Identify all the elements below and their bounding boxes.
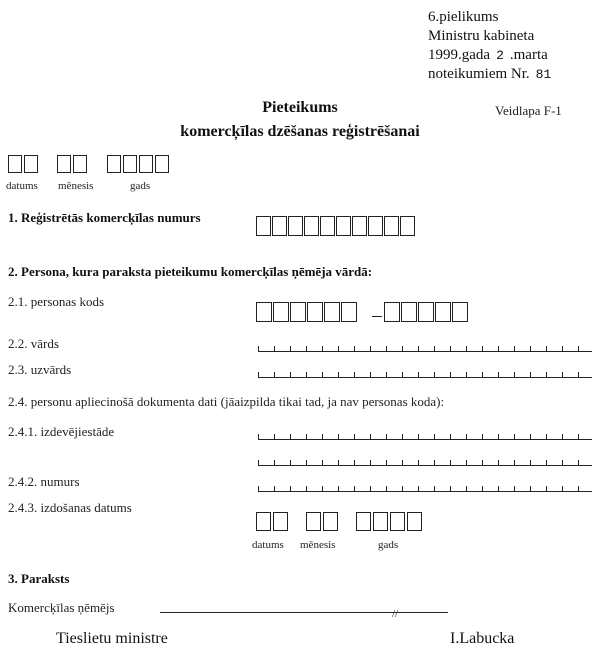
issue-day-digit-2[interactable] bbox=[273, 512, 288, 531]
issue-month-digit-1[interactable] bbox=[306, 512, 321, 531]
form-subtitle: komercķīlas dzēšanas reģistrēšanai bbox=[180, 123, 420, 140]
date-year-digit-3[interactable] bbox=[139, 155, 153, 173]
cell-tick bbox=[466, 434, 467, 439]
date-month-digit-1[interactable] bbox=[57, 155, 71, 173]
cell-tick bbox=[578, 486, 579, 491]
cell-tick bbox=[418, 434, 419, 439]
issuing-authority-label: 2.4.1. izdevējiestāde bbox=[8, 424, 115, 439]
issue-day-digit-1[interactable] bbox=[256, 512, 271, 531]
ministry-label: Ministru kabineta bbox=[428, 28, 535, 44]
cell-tick bbox=[370, 346, 371, 351]
registration-number-digit-1[interactable] bbox=[256, 216, 271, 236]
cell-tick bbox=[434, 372, 435, 377]
cell-tick bbox=[274, 434, 275, 439]
cell-tick bbox=[306, 486, 307, 491]
cell-tick bbox=[322, 346, 323, 351]
cell-tick bbox=[322, 434, 323, 439]
cell-tick bbox=[386, 460, 387, 465]
cell-tick bbox=[370, 486, 371, 491]
cell-tick bbox=[578, 460, 579, 465]
first-name-label: 2.2. vārds bbox=[8, 336, 59, 351]
cell-tick bbox=[402, 486, 403, 491]
issuing-authority-field-2[interactable] bbox=[258, 452, 592, 466]
cell-tick bbox=[338, 486, 339, 491]
cell-tick bbox=[370, 460, 371, 465]
cell-tick bbox=[546, 434, 547, 439]
cell-tick bbox=[338, 434, 339, 439]
cell-tick bbox=[578, 346, 579, 351]
cell-tick bbox=[562, 460, 563, 465]
registration-number-digit-4[interactable] bbox=[304, 216, 319, 236]
appendix-number: 6.pielikums bbox=[428, 9, 499, 25]
cell-tick bbox=[274, 346, 275, 351]
cell-tick bbox=[450, 434, 451, 439]
cell-tick bbox=[386, 346, 387, 351]
cell-tick bbox=[386, 434, 387, 439]
cell-tick bbox=[354, 460, 355, 465]
cell-tick bbox=[546, 460, 547, 465]
issue-month-label: mēnesis bbox=[300, 539, 336, 551]
year-label: 1999.gada bbox=[428, 47, 491, 63]
registration-number-digit-10[interactable] bbox=[400, 216, 415, 236]
cell-tick bbox=[434, 486, 435, 491]
cell-tick bbox=[562, 372, 563, 377]
regulation-prefix: noteikumiem Nr. bbox=[428, 66, 530, 82]
cell-tick bbox=[482, 460, 483, 465]
cell-tick bbox=[546, 486, 547, 491]
cell-tick bbox=[386, 486, 387, 491]
cell-tick bbox=[514, 346, 515, 351]
cell-tick bbox=[354, 434, 355, 439]
cell-tick bbox=[290, 434, 291, 439]
date-month-label: mēnesis bbox=[58, 180, 94, 192]
day-value: 2 bbox=[496, 48, 504, 63]
date-day-digit-2[interactable] bbox=[24, 155, 38, 173]
document-number-label: 2.4.2. numurs bbox=[8, 474, 80, 489]
regulation-number-value: 81 bbox=[535, 67, 552, 82]
personal-code-label: 2.1. personas kods bbox=[8, 294, 105, 309]
cell-tick bbox=[370, 372, 371, 377]
cell-tick bbox=[498, 460, 499, 465]
cell-tick bbox=[418, 460, 419, 465]
cell-tick bbox=[354, 346, 355, 351]
cell-tick bbox=[402, 372, 403, 377]
cell-tick bbox=[418, 486, 419, 491]
last-name-field[interactable] bbox=[258, 364, 592, 378]
cell-tick bbox=[274, 460, 275, 465]
registration-number-digit-2[interactable] bbox=[272, 216, 287, 236]
section-1-heading: 1. Reģistrētās komercķīlas numurs bbox=[8, 210, 201, 225]
issue-year-digit-1[interactable] bbox=[356, 512, 371, 531]
issue-day-label: datums bbox=[252, 539, 284, 551]
cell-tick bbox=[562, 346, 563, 351]
cell-tick bbox=[322, 460, 323, 465]
cell-tick bbox=[290, 372, 291, 377]
cell-tick bbox=[466, 486, 467, 491]
personal-code-digit-1[interactable] bbox=[256, 302, 272, 322]
cell-tick bbox=[498, 486, 499, 491]
cell-tick bbox=[434, 460, 435, 465]
cell-tick bbox=[482, 372, 483, 377]
signature-line-marker: // bbox=[392, 608, 399, 620]
cell-tick bbox=[258, 434, 259, 439]
cell-tick bbox=[498, 346, 499, 351]
cell-tick bbox=[322, 486, 323, 491]
registration-number-digit-3[interactable] bbox=[288, 216, 303, 236]
cell-tick bbox=[338, 460, 339, 465]
registration-number-digit-7[interactable] bbox=[352, 216, 367, 236]
cell-tick bbox=[450, 460, 451, 465]
form-code: Veidlapa F-1 bbox=[495, 103, 562, 118]
cell-tick bbox=[514, 486, 515, 491]
cell-tick bbox=[306, 346, 307, 351]
cell-tick bbox=[530, 460, 531, 465]
date-year-digit-4[interactable] bbox=[155, 155, 169, 173]
cell-tick bbox=[290, 346, 291, 351]
personal-code-digit-6[interactable] bbox=[341, 302, 357, 322]
signature-line[interactable] bbox=[160, 612, 448, 613]
cell-tick bbox=[482, 346, 483, 351]
personal-code-digit-2[interactable] bbox=[273, 302, 289, 322]
footer-minister-title: Tieslietu ministre bbox=[56, 630, 168, 647]
cell-tick bbox=[530, 486, 531, 491]
regulation-date bbox=[428, 46, 548, 65]
personal-code-digit-5[interactable] bbox=[324, 302, 340, 322]
cell-tick bbox=[258, 372, 259, 377]
date-month-digit-2[interactable] bbox=[73, 155, 87, 173]
personal-code-suffix-digit-4[interactable] bbox=[435, 302, 451, 322]
cell-tick bbox=[434, 346, 435, 351]
cell-tick bbox=[354, 486, 355, 491]
section-2-heading: 2. Persona, kura paraksta pieteikumu komercķīlas ņēmēja vārdā: bbox=[8, 264, 373, 279]
cell-tick bbox=[514, 372, 515, 377]
cell-tick bbox=[562, 434, 563, 439]
cell-tick bbox=[258, 346, 259, 351]
cell-tick bbox=[546, 346, 547, 351]
cell-tick bbox=[290, 486, 291, 491]
cell-tick bbox=[258, 486, 259, 491]
personal-code-suffix-digit-1[interactable] bbox=[384, 302, 400, 322]
section-3-heading: 3. Paraksts bbox=[8, 571, 70, 586]
issue-date-label: 2.4.3. izdošanas datums bbox=[8, 500, 132, 515]
last-name-label: 2.3. uzvārds bbox=[8, 362, 72, 377]
date-day-label: datums bbox=[6, 180, 38, 192]
cell-tick bbox=[450, 486, 451, 491]
personal-code-suffix-digit-2[interactable] bbox=[401, 302, 417, 322]
cell-tick bbox=[546, 372, 547, 377]
cell-tick bbox=[562, 486, 563, 491]
date-year-digit-2[interactable] bbox=[123, 155, 137, 173]
cell-tick bbox=[322, 372, 323, 377]
cell-tick bbox=[386, 372, 387, 377]
cell-tick bbox=[306, 372, 307, 377]
cell-tick bbox=[306, 460, 307, 465]
cell-tick bbox=[338, 372, 339, 377]
cell-tick bbox=[258, 460, 259, 465]
date-year-digit-1[interactable] bbox=[107, 155, 121, 173]
date-year-label: gads bbox=[130, 180, 151, 192]
cell-tick bbox=[530, 434, 531, 439]
issue-year-digit-4[interactable] bbox=[407, 512, 422, 531]
cell-tick bbox=[354, 372, 355, 377]
personal-code-digit-4[interactable] bbox=[307, 302, 323, 322]
cell-tick bbox=[530, 372, 531, 377]
issue-year-label: gads bbox=[378, 539, 399, 551]
regulation-number bbox=[428, 65, 557, 84]
month-label: .marta bbox=[509, 47, 548, 63]
cell-tick bbox=[482, 486, 483, 491]
document-number-field[interactable] bbox=[258, 478, 592, 492]
cell-tick bbox=[402, 434, 403, 439]
registration-number-digit-6[interactable] bbox=[336, 216, 351, 236]
registration-number-digit-8[interactable] bbox=[368, 216, 383, 236]
cell-tick bbox=[274, 486, 275, 491]
cell-tick bbox=[450, 372, 451, 377]
personal-code-suffix-digit-5[interactable] bbox=[452, 302, 468, 322]
first-name-field[interactable] bbox=[258, 338, 592, 352]
issue-year-digit-3[interactable] bbox=[390, 512, 405, 531]
cell-tick bbox=[530, 346, 531, 351]
personal-code-suffix-digit-3[interactable] bbox=[418, 302, 434, 322]
cell-tick bbox=[466, 372, 467, 377]
cell-tick bbox=[578, 372, 579, 377]
cell-tick bbox=[498, 372, 499, 377]
cell-tick bbox=[338, 346, 339, 351]
cell-tick bbox=[466, 460, 467, 465]
registration-number-digit-9[interactable] bbox=[384, 216, 399, 236]
cell-tick bbox=[466, 346, 467, 351]
personal-code-digit-3[interactable] bbox=[290, 302, 306, 322]
personal-code-dash bbox=[372, 316, 382, 317]
cell-tick bbox=[434, 434, 435, 439]
cell-tick bbox=[274, 372, 275, 377]
date-day-digit-1[interactable] bbox=[8, 155, 22, 173]
issue-year-digit-2[interactable] bbox=[373, 512, 388, 531]
cell-tick bbox=[450, 346, 451, 351]
cell-tick bbox=[418, 372, 419, 377]
cell-tick bbox=[370, 434, 371, 439]
issue-month-digit-2[interactable] bbox=[323, 512, 338, 531]
registration-number-digit-5[interactable] bbox=[320, 216, 335, 236]
cell-tick bbox=[306, 434, 307, 439]
cell-tick bbox=[498, 434, 499, 439]
cell-tick bbox=[418, 346, 419, 351]
issuing-authority-field-1[interactable] bbox=[258, 426, 592, 440]
cell-tick bbox=[402, 460, 403, 465]
footer-minister-name: I.Labucka bbox=[450, 630, 515, 647]
cell-tick bbox=[514, 460, 515, 465]
cell-tick bbox=[514, 434, 515, 439]
form-title: Pieteikums bbox=[262, 99, 338, 116]
document-data-label: 2.4. personu apliecinošā dokumenta dati (jāaizpilda tikai tad, ja nav personas koda): bbox=[8, 394, 445, 409]
signature-label: Komercķīlas ņēmējs bbox=[8, 600, 115, 615]
cell-tick bbox=[578, 434, 579, 439]
cell-tick bbox=[482, 434, 483, 439]
cell-tick bbox=[290, 460, 291, 465]
cell-tick bbox=[402, 346, 403, 351]
